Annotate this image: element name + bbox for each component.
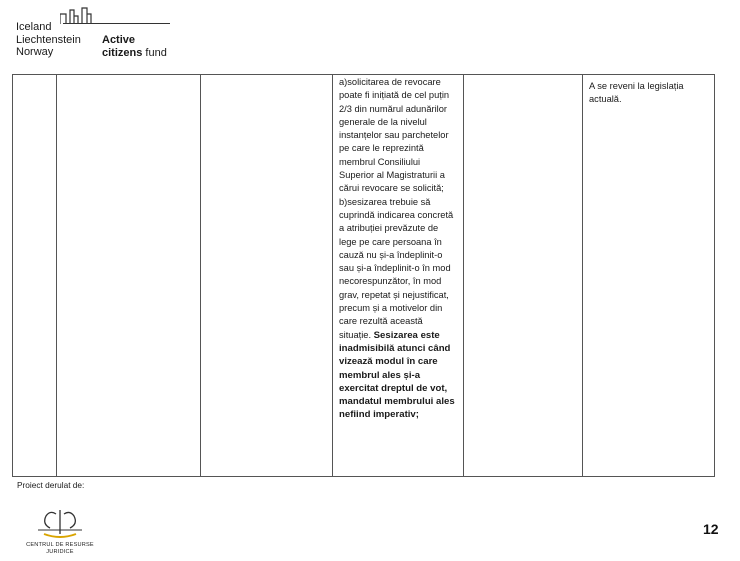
table-cell-1 — [13, 75, 57, 477]
comparison-table — [12, 74, 715, 477]
observation-text: A se reveni la legislația actuală. — [589, 81, 684, 105]
fund-name — [102, 34, 167, 59]
table-cell-observations — [583, 75, 715, 477]
country-liechtenstein: Liechtenstein — [16, 33, 81, 46]
fund-name-line2 — [102, 47, 167, 60]
org-name-line1: CENTRUL DE RESURSE — [26, 542, 94, 548]
donor-countries — [16, 21, 81, 59]
table-row — [13, 75, 715, 477]
fund-name-citizens: citizens — [102, 46, 143, 59]
active-citizens-fund-logo — [16, 6, 176, 64]
page-number: 12 — [703, 521, 719, 537]
proposal-text — [333, 75, 463, 422]
project-label: Proiect derulat de: — [17, 480, 85, 490]
crj-logo — [20, 506, 100, 560]
scales-emblem-icon — [20, 506, 100, 542]
fund-name-fund: fund — [142, 46, 167, 59]
proposal-text-regular: a)solicitarea de revocare poate fi inițiată de cel puțin 2/3 din numărul adunărilor generale de la nivelul instanțelor sau parchetelor pe care le reprezintă membrul Consiliului Superior al Magistraturii a cărui revocare se solicită; b)sesizarea trebuie să cuprindă indicarea concretă a atribuției prevăzute de lege pe care persoana în cauză nu și-a îndeplinit-o sau și-a îndeplinit-o în mod necorespunzător, în mod grav, repetat și nejustificat, precum și a motivelor din care rezultă această situație. — [339, 77, 454, 340]
country-norway: Norway — [16, 46, 54, 58]
fund-name-active: Active — [102, 34, 136, 46]
table-cell-proposal — [333, 75, 464, 477]
country-iceland: Iceland — [16, 21, 52, 33]
table-cell-5 — [464, 75, 583, 477]
proposal-text-bold: Sesizarea este inadmisibilă atunci când vizează modul în care membrul ales și-a exercitat dreptul de vot, mandatul membrului ales nefiind imperativ; — [339, 329, 455, 421]
org-name-line2: JURIDICE — [46, 549, 74, 555]
table-cell-3 — [201, 75, 333, 477]
table-cell-2 — [57, 75, 201, 477]
